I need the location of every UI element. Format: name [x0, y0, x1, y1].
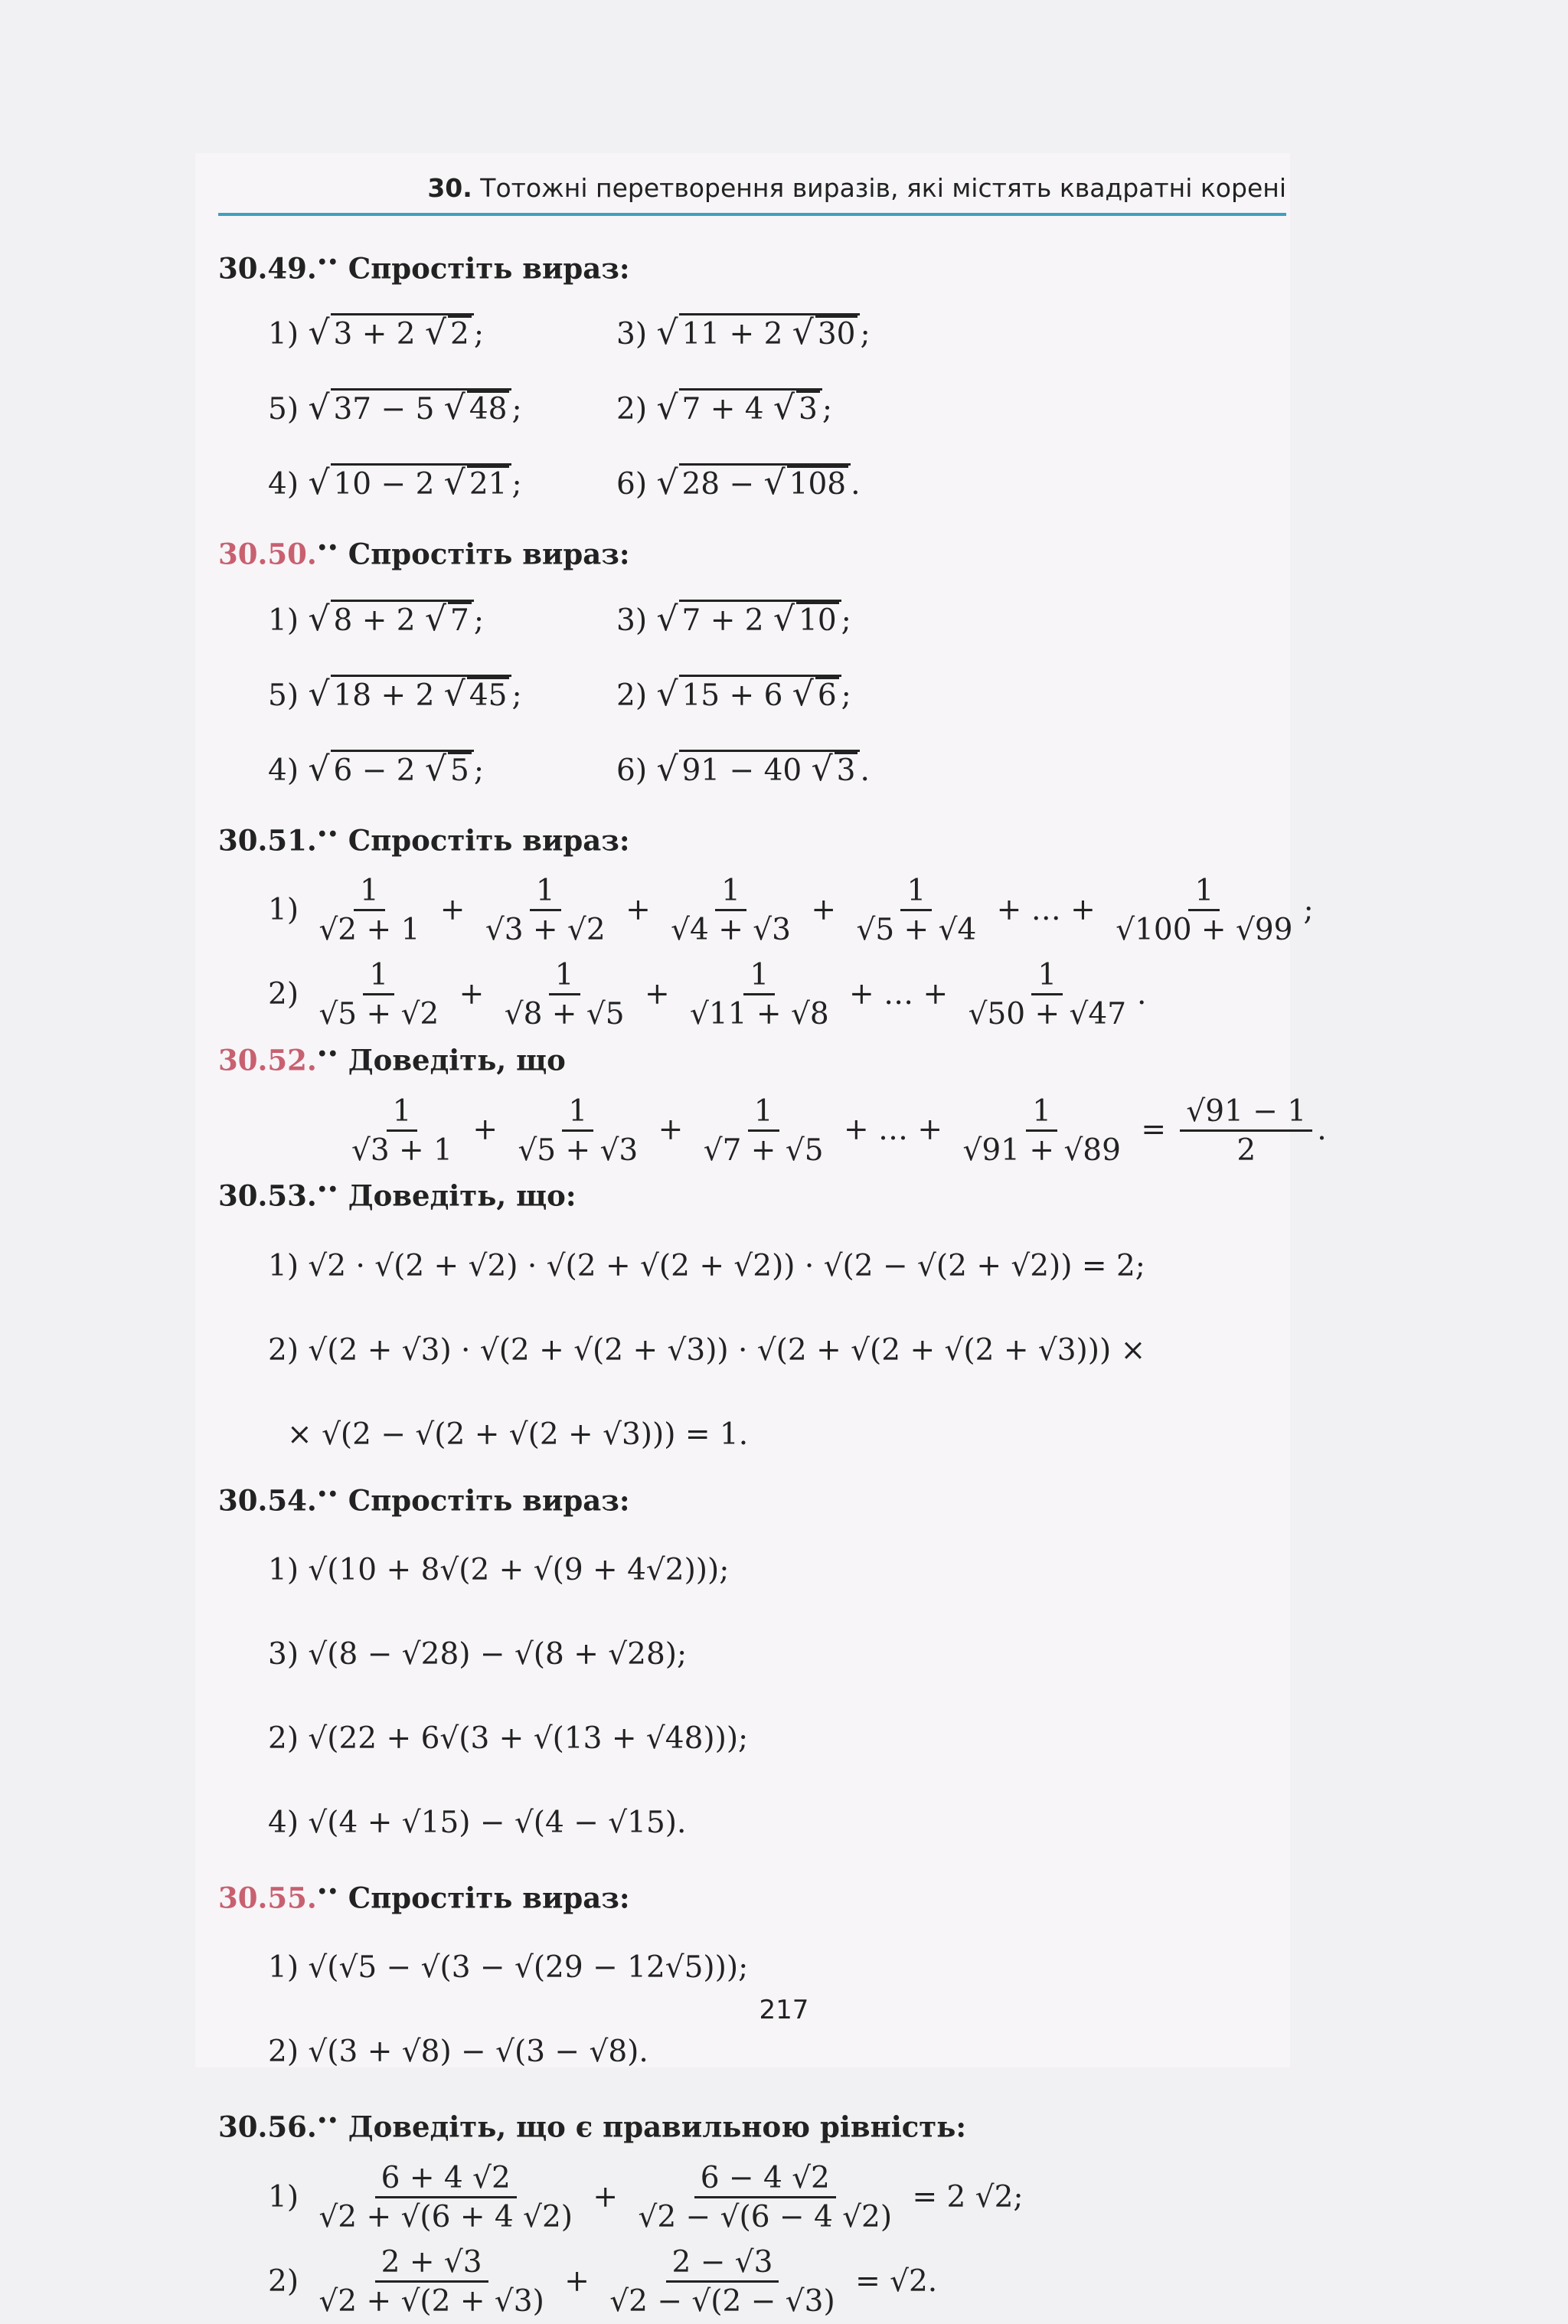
task-item: 3) √ 11 + 2 √ 30 ; [616, 313, 871, 353]
page-number: 217 [759, 1995, 809, 2025]
task-item: 1) √ 3 + 2 √ 2 ; [268, 313, 484, 353]
task-30-53-title: 30.53.•• Доведіть, що: [218, 1178, 577, 1213]
task-item: 4) √ 10 − 2 √ 21 ; [268, 463, 522, 503]
task-30-54-title: 30.54.•• Спростіть вираз: [218, 1482, 630, 1517]
task-30-50-items [268, 583, 1290, 808]
task-30-49-items [268, 296, 1290, 521]
task-30-51-title: 30.51.•• Спростіть вираз: [218, 822, 630, 857]
task-item: × √(2 − √(2 + √(2 + √3))) = 1. [287, 1417, 749, 1452]
task-30-52-title: 30.52.•• Доведіть, що [218, 1043, 566, 1077]
task-30-49-title: 30.49.•• Спростіть вираз: [218, 251, 630, 286]
task-item: 5) √ 18 + 2 √ 45 ; [268, 674, 522, 714]
task-item: 1) √(10 + 8√(2 + √(9 + 4√2))); [268, 1552, 730, 1587]
task-30-56-title: 30.56.•• Доведіть, що є правильною рівність: [218, 2110, 966, 2144]
task-item: 3) √ 7 + 2 √ 10 ; [616, 599, 851, 639]
chapter-title: Тотожні перетворення виразів, які містять квадратні корені [480, 173, 1286, 203]
task-item: 2) √(3 + √8) − √(3 − √8). [268, 2035, 648, 2070]
task-item: 1) √(√5 − √(3 − √(29 − 12√5))); [268, 1950, 749, 1986]
task-30-54-items [268, 1528, 1290, 1865]
task-item: 1) $\frac{1}{√2 + 1}$ + $\frac{1}{√3 + √2}$ + $\frac{1}{√4 + √3}$ + $\frac{1}{√5 + √4}$ + … + $\frac{1}{√100 + √99}$ ; [268, 874, 1314, 948]
task-item: 5) √ 37 − 5 √ 48 ; [268, 388, 522, 428]
task-item: 4) √ 6 − 2 √ 5 ; [268, 749, 484, 789]
task-item: 2) √ 7 + 4 √ 3 ; [616, 388, 832, 428]
running-header [218, 167, 1286, 216]
task-30-55-title: 30.55.•• Спростіть вираз: [218, 1881, 630, 1915]
task-item: 1) $\frac{6 + 4 √2}{√2 + √(6 + 4 √2)}$ + $\frac{6 - 4 √2}{√2 - √(6 - 4 √2)}$ = 2 √2; [268, 2161, 1024, 2235]
task-item: 2) $\frac{2 + √3}{√2 + √(2 + √3)}$ + $\frac{2 - √3}{√2 - √(2 - √3)}$ = √2. [268, 2245, 938, 2319]
task-item: 1) √2 · √(2 + √2) · √(2 + √(2 + √2)) · √(2 − √(2 + √2)) = 2; [268, 1248, 1145, 1283]
task-item: 4) √(4 + √15) − √(4 − √15). [268, 1805, 687, 1840]
task-item: 6) √ 28 − √ 108 . [616, 463, 861, 503]
task-item: 3) √(8 − √28) − √(8 + √28); [268, 1636, 688, 1672]
task-item: 2) √(2 + √3) · √(2 + √(2 + √3)) · √(2 + √(2 + √(2 + √3))) × [268, 1332, 1146, 1368]
task-item: 2) $\frac{1}{√5 + √2}$ + $\frac{1}{√8 + √5}$ + $\frac{1}{√11 + √8}$ + … + $\frac{1}{√50 + √47}$ . [268, 958, 1147, 1032]
task-item: 6) √ 91 − 40 √ 3 . [616, 749, 870, 789]
task-item: 1) √ 8 + 2 √ 7 ; [268, 599, 484, 639]
chapter-number: 30. [427, 173, 472, 203]
task-item: 2) √(22 + 6√(3 + √(13 + √48))); [268, 1721, 749, 1756]
task-item: $\frac{1}{√3 + 1}$ + $\frac{1}{√5 + √3}$ + $\frac{1}{√7 + √5}$ + … + $\frac{1}{√91 + √89}$ = $\frac{√91 - 1}{2}$ . [351, 1093, 1327, 1168]
task-item: 2) √ 15 + 6 √ 6 ; [616, 674, 851, 714]
task-30-50-title: 30.50.•• Спростіть вираз: [218, 537, 630, 571]
